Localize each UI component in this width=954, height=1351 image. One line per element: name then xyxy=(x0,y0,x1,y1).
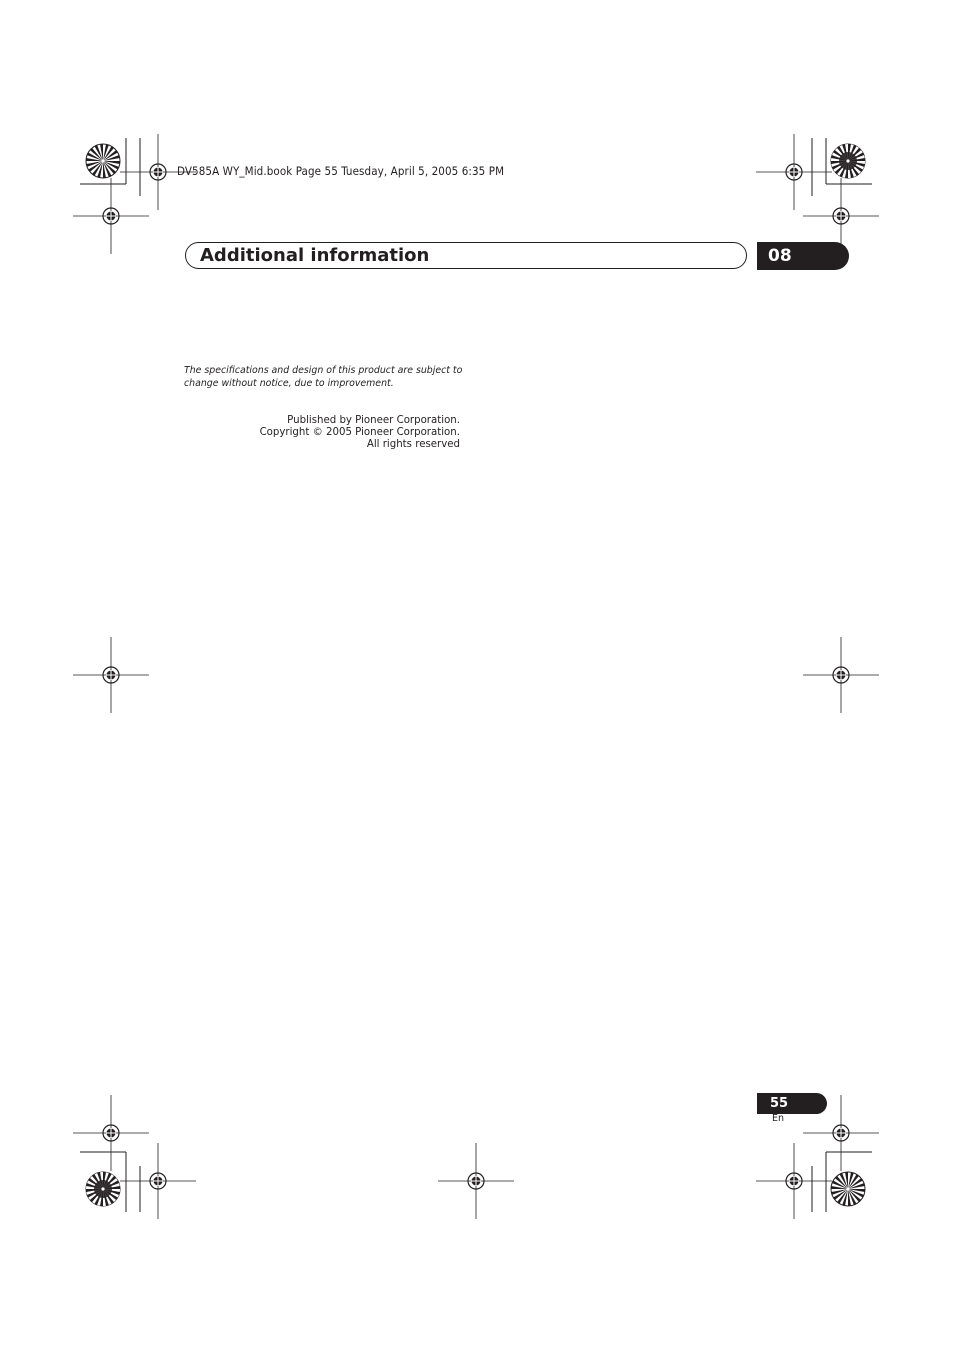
specifications-notice: The specifications and design of this product are subject to change without notice, due to improvement. xyxy=(184,365,463,389)
chapter-number: 08 xyxy=(768,246,792,266)
page-number: 55 xyxy=(770,1096,789,1111)
page-number-tab xyxy=(757,1093,827,1114)
registration-target-icon xyxy=(756,134,832,210)
registration-target-icon xyxy=(120,1143,196,1219)
registration-target-icon xyxy=(756,1143,832,1219)
language-code: En xyxy=(772,1113,785,1124)
registration-target-icon xyxy=(73,178,149,254)
color-registration-wheel-icon xyxy=(86,1172,120,1206)
chapter-tab xyxy=(757,242,849,270)
color-registration-wheel-icon xyxy=(831,1172,865,1206)
section-title: Additional information xyxy=(200,245,430,266)
registration-target-icon xyxy=(73,637,149,713)
color-registration-wheel-icon xyxy=(86,144,120,178)
registration-target-icon xyxy=(438,1143,514,1219)
publisher-line: Published by Pioneer Corporation. xyxy=(287,415,460,426)
section-header xyxy=(185,242,747,269)
publisher-block xyxy=(200,415,460,452)
registration-target-icon xyxy=(803,637,879,713)
registration-target-icon xyxy=(73,1095,149,1171)
print-header: DV585A WY_Mid.book Page 55 Tuesday, April 5, 2005 6:35 PM xyxy=(177,164,505,178)
color-registration-wheel-icon xyxy=(831,144,865,178)
rights-line: All rights reserved xyxy=(366,439,460,451)
copyright-line: Copyright © 2005 Pioneer Corporation. xyxy=(259,427,460,439)
